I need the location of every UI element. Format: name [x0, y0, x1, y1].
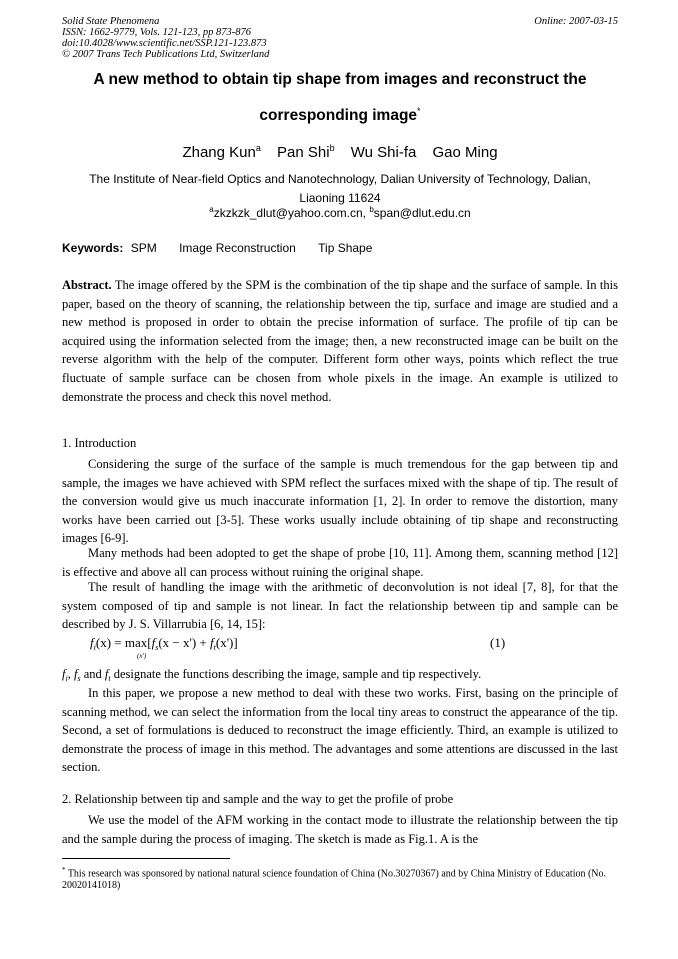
journal-header — [62, 16, 618, 60]
affiliation-line-2: Liaoning 11624 — [299, 191, 381, 205]
keyword: Tip Shape — [318, 241, 373, 255]
author: Gao Ming — [432, 144, 498, 161]
affiliation-line-1: The Institute of Near-field Optics and Nanotechnology, Dalian University of Technology, Dalian, — [89, 172, 591, 186]
keyword: Image Reconstruction — [179, 241, 296, 255]
keywords-label: Keywords: — [62, 241, 124, 255]
section-heading: 2. Relationship between tip and sample and the way to get the profile of probe — [62, 792, 454, 806]
footnote-text: This research was sponsored by national natural science foundation of China (No.30270367) and by China Ministry of Education (No. 20020141018) — [62, 868, 607, 892]
author: Zhang Kun$^a$ — [182, 143, 261, 161]
author-emails — [62, 205, 618, 220]
footnote-divider — [62, 858, 230, 859]
intro-paragraph-3: The result of handling the image with the arithmetic of deconvolution is not ideal [7, 8], for that the system composed of tip and sample is not linear. In fact the relationship between tip and sample can be described by J. S. Villarrubia [6, 14, 15]: — [62, 580, 618, 632]
issn-line: ISSN: 1662-9779, Vols. 121-123, pp 873-876 — [62, 27, 251, 38]
copyright-line: © 2007 Trans Tech Publications Ltd, Switzerland — [62, 49, 270, 60]
abstract-text: The image offered by the SPM is the combination of the tip shape and the surface of sample. In this paper, based on the theory of scanning, the relationship between the tip, surface and image are studied and a new method is proposed in order to obtain the precise information of surface. The profile of tip can be acquired using the information selected from the image; then, a new reconstructed image can be built on the reverse algorithm with the help of the computer. Different form other ways, points which reflect the true fluctuate of sample surface can be chosen from whole pixels in the image. An example is utilized to demonstrate the process and check this novel method. — [62, 278, 618, 404]
journal-name: Solid State Phenomena — [62, 16, 160, 27]
intro-paragraph-2: Many methods had been adopted to get the shape of probe [10, 11]. Among them, scanning method [12] is effective and above all can process without ruining the original shape. — [62, 546, 618, 579]
intro-paragraph-1: Considering the surge of the surface of the sample is much tremendous for the gap between tip and sample, the images we have achieved with SPM reflect the surfaces mixed with the shape of tip. The result of the conversion would give us much inaccurate information [1, 2]. In order to remove the distortion, many works have been carried out [3-5]. These works usually include obtaining of tip shape and reconstructing images [6-9]. — [62, 457, 618, 546]
intro-paragraph-4: In this paper, we propose a new method to deal with these two works. First, basing on the principle of scanning method, we can select the information from the local tiny areas to construct the appearance of the tip. Second, a set of formulations is deduced to reconstruct the image efficiently. Third, an example is utilized to demonstrate the process of image in this method. The advantages and some attentions are discussed in the last section. — [62, 686, 618, 775]
max-subscript: (x') — [137, 652, 147, 660]
email-a-mark: a — [209, 205, 214, 214]
email-b: span@dlut.edu.cn — [373, 206, 471, 220]
keyword: SPM — [130, 241, 157, 255]
equation-number: (1) — [490, 635, 506, 650]
title-footnote-mark: * — [417, 106, 421, 116]
section2-paragraph-1: We use the model of the AFM working in the contact mode to illustrate the relationship between the tip and the sample during the process of imaging. The sketch is made as Fig.1. A is the — [62, 813, 618, 846]
footnote — [62, 864, 618, 892]
abstract — [62, 276, 618, 406]
keywords — [62, 241, 387, 255]
paper-title-line-1: A new method to obtain tip shape from images and reconstruct the — [93, 71, 587, 88]
online-date: Online: 2007-03-15 — [534, 16, 618, 27]
paper-title-line-2 — [62, 106, 618, 125]
email-b-mark: b — [369, 205, 374, 214]
doi-line: doi:10.4028/www.scientific.net/SSP.121-123.873 — [62, 38, 267, 49]
section-heading: 1. Introduction — [62, 436, 137, 450]
abstract-label: Abstract. — [62, 278, 112, 292]
equation-expression: $f_i(x) = \max[f_s(x - x') + f_t(x')]$ — [90, 635, 238, 652]
email-a: zkzkzk_dlut@yahoo.com.cn, — [213, 206, 366, 220]
author-list — [62, 143, 618, 161]
affiliation — [80, 170, 600, 208]
author: Pan Shi$^b$ — [277, 143, 335, 161]
footnote-mark: * — [62, 866, 66, 874]
paper-title-text: corresponding image — [259, 107, 418, 125]
equation-1 — [62, 635, 618, 665]
function-definitions: $f_i$, $f_s$ and $f_t$ designate the functions describing the image, sample and tip respectively. — [62, 667, 482, 683]
author: Wu Shi-fa — [350, 144, 417, 161]
